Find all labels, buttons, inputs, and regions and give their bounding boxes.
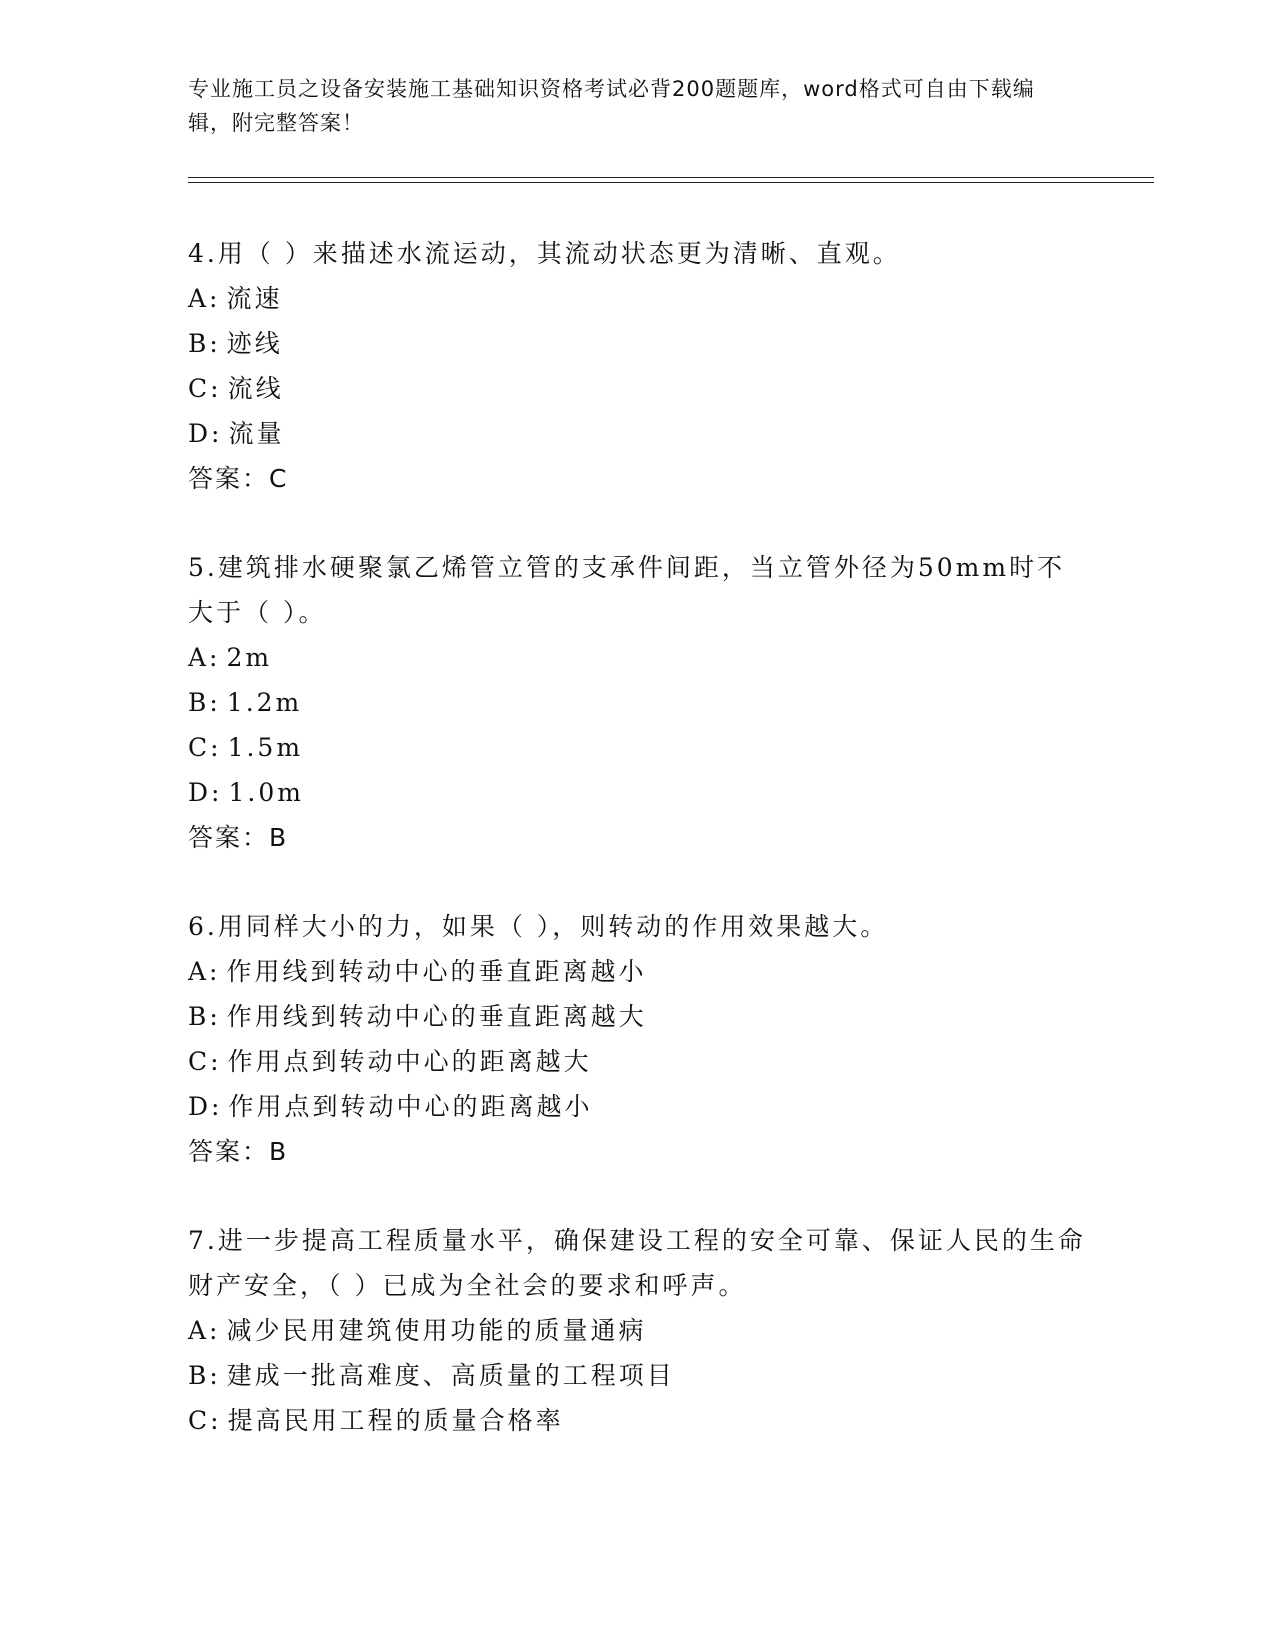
option-text: 提高民用工程的质量合格率 — [227, 1406, 564, 1435]
option-text: 作用线到转动中心的垂直距离越大 — [226, 1002, 647, 1031]
option-letter: B: — [188, 1361, 221, 1390]
option-letter: C: — [188, 733, 222, 762]
question-text: 6.用同样大小的力，如果（ ），则转动的作用效果越大。 — [188, 912, 889, 941]
option-c — [188, 366, 1088, 411]
option-letter: D: — [188, 419, 223, 448]
option-b — [188, 321, 1088, 366]
option-letter: A: — [188, 284, 221, 313]
option-letter: C: — [188, 1406, 222, 1435]
option-d — [188, 770, 1088, 815]
option-text: 2m — [226, 643, 273, 672]
option-d — [188, 411, 1088, 456]
option-text: 1.2m — [226, 688, 303, 717]
option-text: 迹线 — [226, 329, 283, 358]
answer-line: 答案：C — [188, 464, 289, 493]
header-divider-bottom — [188, 182, 1154, 183]
option-text: 作用点到转动中心的距离越小 — [228, 1092, 593, 1121]
option-a — [188, 276, 1088, 321]
option-text: 建成一批高难度、高质量的工程项目 — [226, 1361, 675, 1390]
option-text: 作用点到转动中心的距离越大 — [227, 1047, 592, 1076]
question-text: 7.进一步提高工程质量水平，确保建设工程的安全可靠、保证人民的生命财产安全，（ ）已成为全社会的要求和呼声。 — [188, 1226, 1086, 1300]
option-letter: A: — [188, 643, 221, 672]
question-6 — [188, 904, 1088, 1174]
option-b — [188, 1353, 1088, 1398]
answer-line: 答案：B — [188, 1137, 289, 1166]
option-text: 流量 — [228, 419, 285, 448]
document-header — [188, 72, 1078, 140]
option-letter: B: — [188, 1002, 221, 1031]
question-list — [188, 231, 1088, 1487]
option-text: 1.5m — [227, 733, 304, 762]
option-letter: B: — [188, 688, 221, 717]
option-letter: C: — [188, 374, 222, 403]
question-text: 4.用（ ）来描述水流运动，其流动状态更为清晰、直观。 — [188, 239, 901, 268]
option-letter: D: — [188, 1092, 223, 1121]
option-text: 减少民用建筑使用功能的质量通病 — [226, 1316, 647, 1345]
option-text: 流速 — [226, 284, 283, 313]
question-text: 5.建筑排水硬聚氯乙烯管立管的支承件间距，当立管外径为50mm时不大于（ ）。 — [188, 553, 1066, 627]
option-a — [188, 1308, 1088, 1353]
question-4 — [188, 231, 1088, 501]
option-letter: A: — [188, 1316, 221, 1345]
question-5 — [188, 545, 1088, 860]
option-a — [188, 949, 1088, 994]
option-letter: A: — [188, 957, 221, 986]
option-letter: D: — [188, 778, 223, 807]
option-letter: C: — [188, 1047, 222, 1076]
option-letter: B: — [188, 329, 221, 358]
header-divider-top — [188, 177, 1154, 178]
option-b — [188, 994, 1088, 1039]
option-text: 作用线到转动中心的垂直距离越小 — [226, 957, 647, 986]
header-title: 专业施工员之设备安装施工基础知识资格考试必背200题题库，word格式可自由下载编辑，附完整答案！ — [188, 77, 1035, 135]
question-7 — [188, 1218, 1088, 1443]
option-c — [188, 725, 1088, 770]
answer-line: 答案：B — [188, 823, 289, 852]
option-a — [188, 635, 1088, 680]
option-c — [188, 1039, 1088, 1084]
option-c — [188, 1398, 1088, 1443]
option-text: 流线 — [227, 374, 284, 403]
option-b — [188, 680, 1088, 725]
option-text: 1.0m — [228, 778, 304, 807]
option-d — [188, 1084, 1088, 1129]
